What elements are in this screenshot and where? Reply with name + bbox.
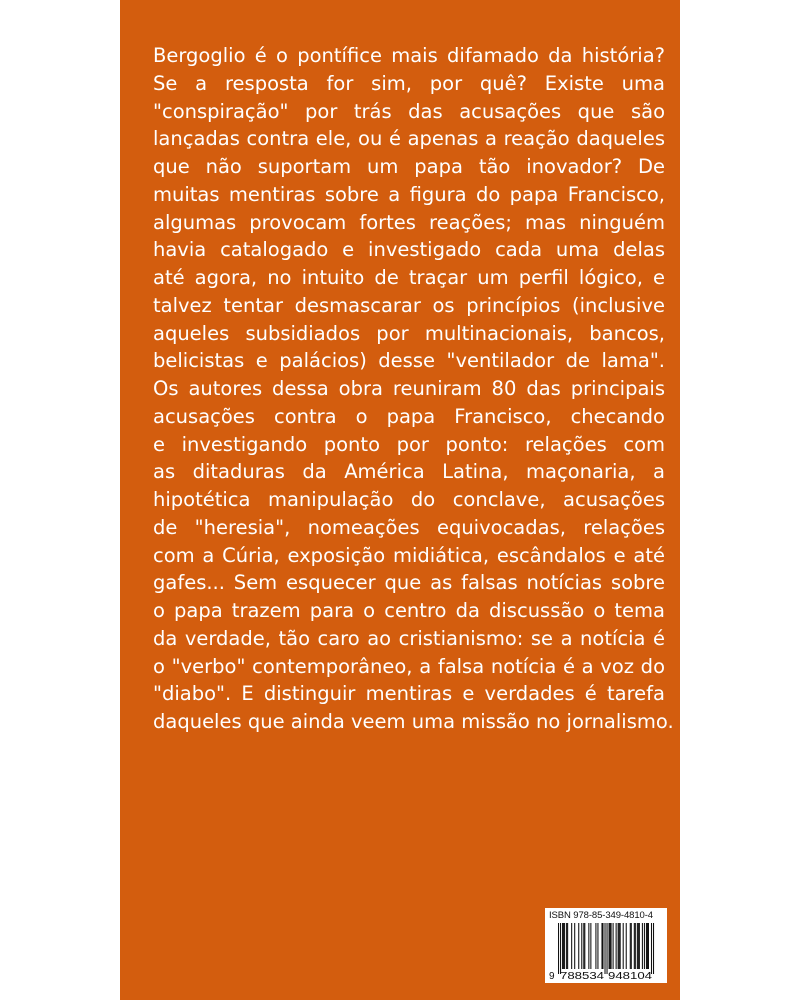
barcode-first-digit: 9 — [549, 971, 555, 981]
blurb-line: o papa trazem para o centro da discussão o tema — [153, 599, 665, 622]
blurb-line: gafes... Sem esquecer que as falsas notícias sobre — [153, 571, 665, 595]
blurb-line: o "verbo" contemporâneo, a falsa notícia é a voz do — [153, 654, 665, 678]
barcode-bar — [651, 923, 652, 974]
blurb-line: as ditaduras da América Latina, maçonaria, a — [153, 460, 665, 484]
barcode-bar — [635, 923, 636, 969]
barcode-bar — [595, 923, 596, 969]
barcode-bar — [558, 923, 559, 974]
barcode-bar — [619, 923, 620, 969]
blurb-line: lançadas contra ele, ou é apenas a reação daqueles — [153, 127, 665, 151]
barcode-bars — [548, 922, 664, 981]
blurb-line: da verdade, tão caro ao cristianismo: se a notícia é — [153, 626, 665, 650]
barcode-bar — [601, 923, 602, 969]
barcode-bar — [590, 923, 591, 969]
blurb-line: Se a resposta for sim, por quê? Existe uma — [153, 71, 665, 95]
barcode-bar — [583, 923, 584, 969]
barcode-bar — [637, 923, 638, 969]
barcode-bar — [630, 923, 631, 969]
barcode-bar — [609, 923, 610, 969]
barcode-bar — [567, 923, 568, 969]
barcode-bar — [611, 923, 612, 969]
barcode-bar — [644, 923, 645, 969]
barcode-bar — [613, 923, 614, 969]
barcode-bar — [616, 923, 617, 969]
blurb-line: daqueles que ainda veem uma missão no jornalismo. — [153, 710, 674, 733]
blurb-line: aqueles subsidiados por multinacionais, bancos, — [153, 321, 665, 345]
barcode-bar — [607, 923, 608, 974]
barcode-bar-group — [558, 923, 654, 974]
barcode-bar — [571, 923, 572, 969]
isbn-label: ISBN 978-85-349-4810-4 — [549, 910, 653, 921]
barcode-bar — [564, 923, 565, 969]
barcode-bar — [604, 923, 605, 974]
barcode-bar — [638, 923, 639, 969]
blurb-line: talvez tentar desmascarar os princípios (inclusive — [153, 293, 665, 317]
barcode-bar — [578, 923, 579, 969]
blurb-line: Bergoglio é o pontífice mais difamado da história? — [153, 44, 665, 67]
blurb-line: que não suportam um papa tão inovador? De — [153, 155, 665, 178]
cover-blurb — [153, 42, 674, 736]
blurb-line: e investigando ponto por ponto: relações com — [153, 432, 665, 456]
barcode-bar — [653, 923, 654, 974]
blurb-line: acusações contra o papa Francisco, checando — [153, 404, 665, 428]
barcode-bar — [563, 923, 564, 969]
barcode-bar — [634, 923, 635, 969]
blurb-line: "diabo". E distinguir mentiras e verdades é tarefa — [153, 682, 665, 706]
barcode-bar — [562, 923, 563, 969]
barcode-left-digits: 788534 — [560, 971, 605, 981]
blurb-line: muitas mentiras sobre a figura do papa Francisco, — [153, 182, 665, 206]
barcode-bar — [631, 923, 632, 969]
barcode-bar — [626, 923, 627, 969]
barcode-bar — [581, 923, 582, 969]
blurb-line: "conspiração" por trás das acusações que são — [153, 99, 665, 123]
barcode-bar — [597, 923, 598, 969]
blurb-line: havia catalogado e investigado cada uma delas — [153, 238, 665, 262]
barcode-bar — [647, 923, 648, 969]
barcode-bar — [602, 923, 603, 969]
barcode-bar — [560, 923, 561, 974]
barcode-bar — [646, 923, 647, 969]
barcode-right-digits: 948104 — [608, 971, 653, 981]
barcode-bar — [566, 923, 567, 969]
blurb-line: com a Cúria, exposição midiática, escândalos e até — [153, 543, 665, 567]
blurb-line: hipotética manipulação do conclave, acusações — [153, 488, 665, 511]
blurb-line: Os autores dessa obra reuniram 80 das principais — [153, 377, 665, 400]
isbn-barcode — [545, 908, 667, 983]
blurb-line: belicistas e palácios) desse "ventilador de lama". — [153, 349, 665, 373]
blurb-line: algumas provocam fortes reações; mas ninguém — [153, 210, 665, 234]
barcode-bar — [574, 923, 575, 969]
barcode-bar — [620, 923, 621, 969]
barcode-bar — [623, 923, 624, 969]
barcode-bar — [618, 923, 619, 969]
barcode-bar — [584, 923, 585, 969]
barcode-bar — [642, 923, 643, 969]
blurb-line: de "heresia", nomeações equivocadas, relações — [153, 515, 665, 539]
barcode-bar — [648, 923, 649, 969]
blurb-line: até agora, no intuito de traçar um perfil lógico, e — [153, 266, 665, 289]
barcode-bar — [639, 923, 640, 969]
barcode-bar — [610, 923, 611, 969]
barcode-bar — [588, 923, 589, 969]
